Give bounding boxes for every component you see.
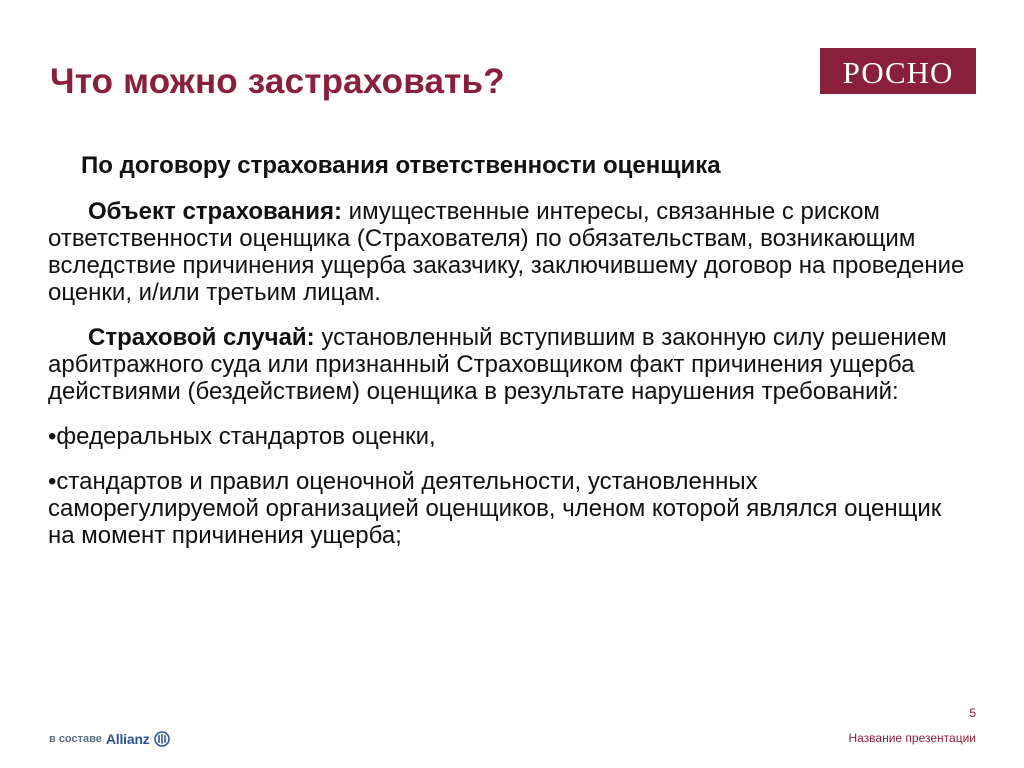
page-number: 5 <box>969 706 976 720</box>
allianz-prefix-text: в составе <box>49 733 102 745</box>
bullet-item: •федеральных стандартов оценки, <box>48 423 436 450</box>
insurance-object-text: имущественные интересы, связанные с риском ответственности оценщика (Страхователя) по обязательствам, возникающим вследствие причинения ущерба заказчику, заключившему договор на проведение оценки, и/или третьим лицам. <box>48 198 965 306</box>
insured-event-text: установленный вступившим в законную силу решением арбитражного суда или признанный Страховщиком факт причинения ущерба действиями (бездействием) оценщика в результате нарушения требований: <box>48 324 947 405</box>
intro-heading: По договору страхования ответственности оценщика <box>81 152 721 179</box>
insured-event-paragraph <box>48 324 968 405</box>
allianz-eagle-icon <box>154 731 170 747</box>
slide-title: Что можно застраховать? <box>50 62 505 101</box>
allianz-brand-text: Allianz <box>105 731 150 747</box>
bullet-item: •стандартов и правил оценочной деятельности, установленных саморегулируемой организацией оценщиков, членом которой являлся оценщик на момент причинения ущерба; <box>48 468 942 549</box>
allianz-logo <box>49 731 170 747</box>
slide-content <box>48 152 968 567</box>
insurance-object-term: Объект страхования: <box>88 198 343 225</box>
rosno-logo <box>820 48 976 94</box>
insured-event-term: Страховой случай: <box>88 324 315 351</box>
rosno-logo-text: РОСНО <box>842 54 954 90</box>
insurance-object-paragraph <box>48 198 968 306</box>
footer-presentation-title: Название презентации <box>848 731 976 745</box>
